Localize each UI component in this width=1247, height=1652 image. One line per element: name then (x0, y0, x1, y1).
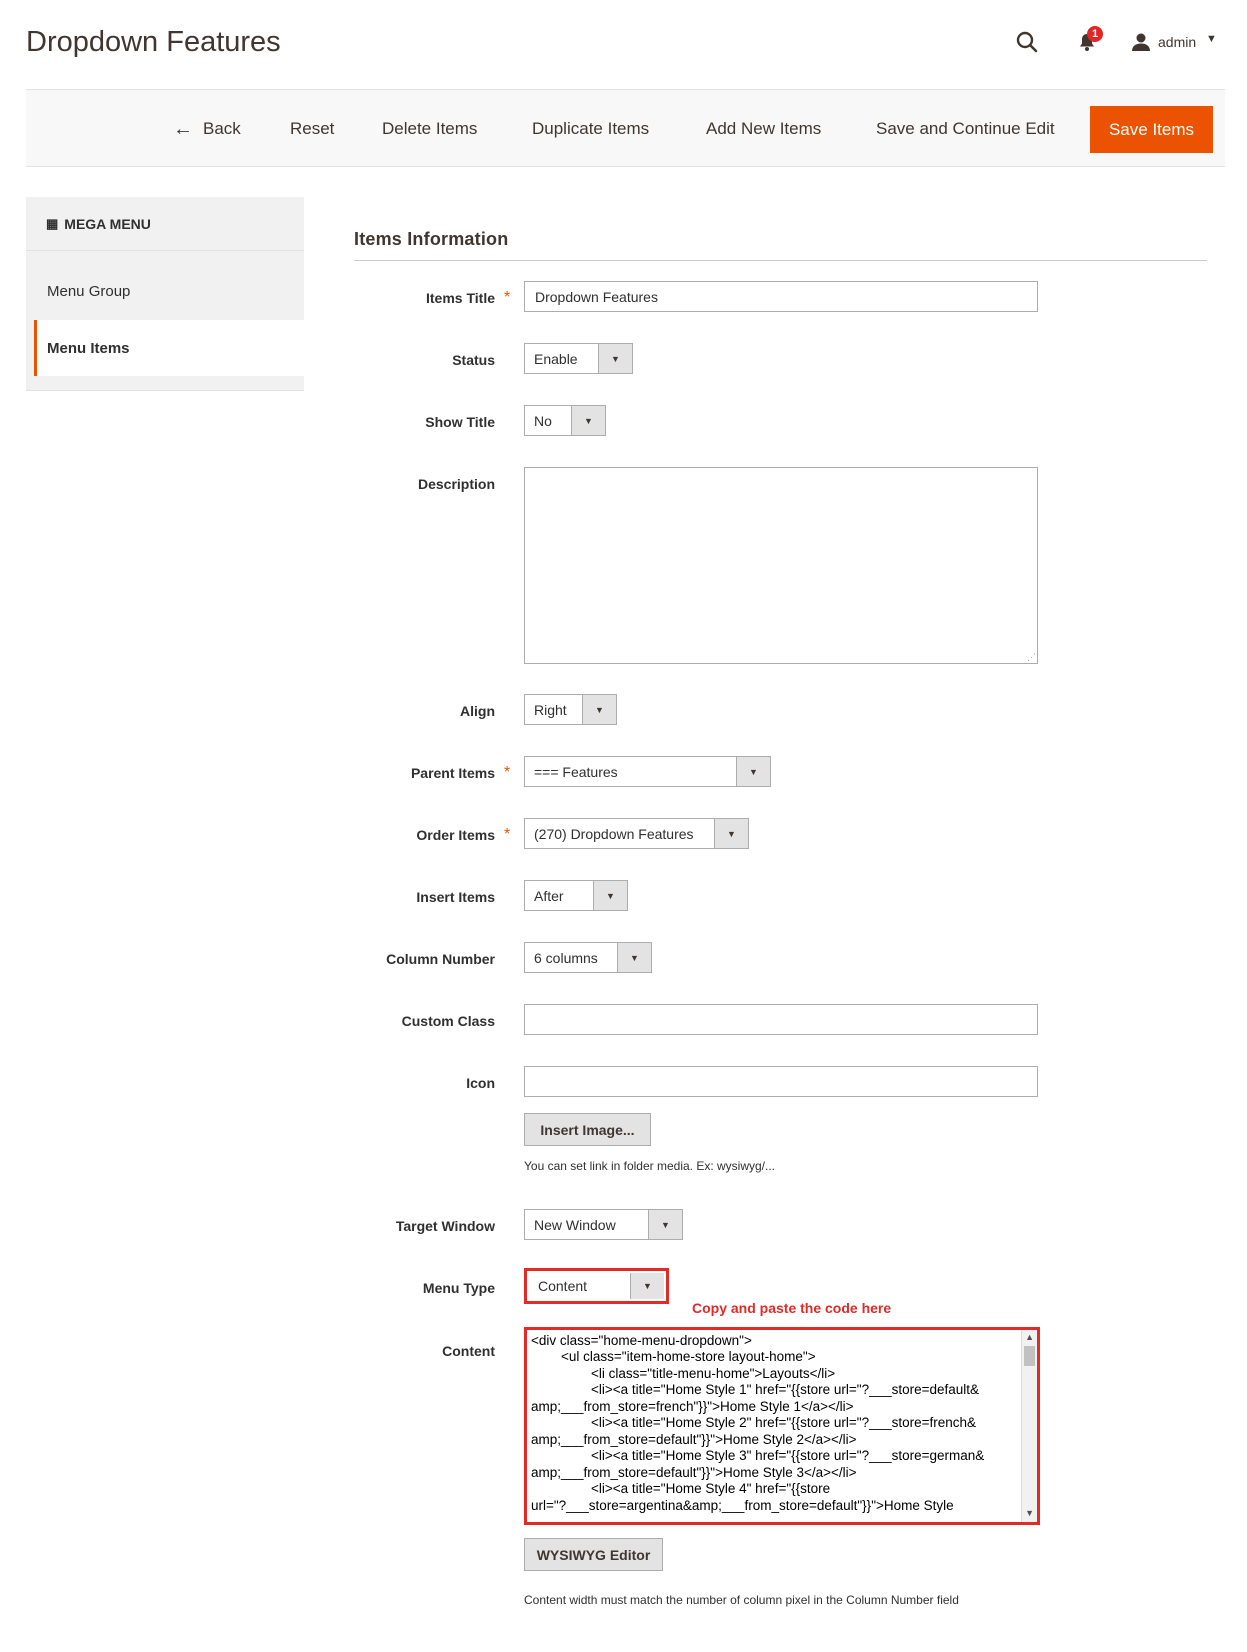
align-select[interactable] (524, 694, 617, 725)
items-title-input[interactable]: Dropdown Features (524, 281, 1038, 312)
show-title-label: Show Title (425, 414, 495, 430)
arrow-left-icon: ← (173, 117, 193, 140)
target-window-label: Target Window (395, 1218, 495, 1234)
sidebar-heading (26, 197, 304, 251)
chevron-down-icon: ▼ (714, 819, 748, 848)
code-line: <li><a title="Home Style 1" href="{{store url="?___store=default& (531, 1382, 980, 1397)
wysiwyg-editor-button[interactable]: WYSIWYG Editor (524, 1538, 663, 1571)
code-line: url="?___store=argentina&amp;___from_store=default"}}">Home Style (531, 1498, 954, 1513)
icon-input[interactable] (524, 1066, 1038, 1097)
order-items-select-value: (270) Dropdown Features (534, 825, 694, 842)
notification-bell-icon[interactable] (1075, 30, 1099, 54)
icon-help-note: You can set link in folder media. Ex: wysiwyg/... (524, 1159, 776, 1173)
custom-class-input[interactable] (524, 1004, 1038, 1035)
required-asterisk: * (504, 764, 511, 781)
page-title: Dropdown Features (26, 26, 281, 58)
sidebar-item-menu-items[interactable] (34, 320, 307, 376)
chevron-down-icon: ▼ (593, 881, 627, 910)
search-icon[interactable] (1015, 30, 1039, 54)
custom-class-label: Custom Class (401, 1013, 495, 1029)
menu-type-select-value: Content (538, 1278, 588, 1294)
parent-items-select-value: === Features (534, 763, 618, 780)
target-window-select-value: New Window (534, 1216, 616, 1233)
resize-handle-icon[interactable]: ⋰ (1027, 652, 1036, 662)
notification-count-badge: 1 (1087, 26, 1103, 42)
back-button-label: Back (203, 119, 241, 138)
content-scrollbar[interactable] (1021, 1330, 1037, 1522)
code-line: <li><a title="Home Style 2" href="{{store url="?___store=french& (531, 1415, 977, 1430)
add-new-items-button[interactable]: Add New Items (706, 119, 822, 138)
delete-items-button[interactable]: Delete Items (382, 119, 478, 138)
code-line: amp;___from_store=default"}}">Home Style 2</a></li> (531, 1432, 857, 1447)
scroll-up-icon[interactable]: ▲ (1025, 1332, 1034, 1342)
menu-type-label: Menu Type (422, 1280, 495, 1296)
insert-items-label: Insert Items (416, 889, 495, 905)
duplicate-items-button[interactable]: Duplicate Items (532, 119, 650, 138)
icon-label: Icon (466, 1075, 495, 1091)
chevron-down-icon: ▼ (630, 1273, 664, 1299)
chevron-down-icon: ▼ (617, 943, 651, 972)
code-line: <div class="home-menu-dropdown"> (531, 1333, 752, 1348)
code-line: <li class="title-menu-home">Layouts</li> (531, 1366, 836, 1381)
code-line: amp;___from_store=default"}}">Home Style 3</a></li> (531, 1465, 857, 1480)
qr-grid-icon: ▦ (46, 215, 59, 231)
parent-items-label: Parent Items (410, 765, 495, 781)
column-number-label: Column Number (386, 951, 495, 967)
required-asterisk: * (504, 289, 511, 306)
scroll-down-icon[interactable]: ▼ (1025, 1508, 1034, 1518)
insert-image-button[interactable]: Insert Image... (524, 1113, 651, 1146)
column-number-select-value: 6 columns (534, 949, 598, 966)
description-label: Description (417, 476, 495, 492)
content-help-note: Content width must match the number of column pixel in the Column Number field (524, 1593, 959, 1607)
code-line: <li><a title="Home Style 4" href="{{store (531, 1481, 831, 1496)
insert-items-select[interactable] (524, 880, 628, 911)
user-name[interactable]: admin (1158, 34, 1197, 50)
column-number-select[interactable] (524, 942, 652, 973)
chevron-down-icon: ▼ (648, 1210, 682, 1239)
sidebar-heading-label: MEGA MENU (64, 215, 151, 232)
chevron-down-icon: ▼ (582, 695, 616, 724)
target-window-select[interactable] (524, 1209, 683, 1240)
order-items-label: Order Items (416, 827, 495, 843)
code-line: amp;___from_store=french"}}">Home Style 1</a></li> (531, 1399, 854, 1414)
show-title-select[interactable] (524, 405, 606, 436)
align-select-value: Right (534, 701, 567, 718)
parent-items-select[interactable] (524, 756, 771, 787)
paste-code-annotation: Copy and paste the code here (692, 1300, 892, 1316)
content-textarea[interactable] (524, 1327, 1040, 1525)
insert-items-select-value: After (534, 887, 564, 904)
chevron-down-icon: ▼ (571, 406, 605, 435)
status-label: Status (452, 352, 495, 368)
required-asterisk: * (504, 826, 511, 843)
sidebar-item-label: Menu Group (47, 282, 131, 300)
section-title: Items Information (354, 229, 509, 249)
chevron-down-icon[interactable]: ▼ (1206, 33, 1217, 45)
sidebar-item-menu-group[interactable] (26, 263, 304, 319)
status-select[interactable] (524, 343, 633, 374)
section-divider (354, 260, 1207, 261)
description-textarea[interactable] (524, 467, 1038, 664)
back-button[interactable] (173, 106, 241, 152)
show-title-select-value: No (534, 412, 552, 429)
items-title-label: Items Title (426, 290, 495, 306)
content-label: Content (442, 1343, 495, 1359)
save-items-button[interactable]: Save Items (1090, 106, 1213, 153)
user-icon[interactable] (1129, 30, 1153, 54)
chevron-down-icon: ▼ (736, 757, 770, 786)
order-items-select[interactable] (524, 818, 749, 849)
chevron-down-icon: ▼ (598, 344, 632, 373)
code-line: <ul class="item-home-store layout-home"> (531, 1349, 816, 1364)
align-label: Align (460, 703, 495, 719)
save-and-continue-button[interactable]: Save and Continue Edit (876, 119, 1055, 138)
menu-type-select[interactable] (524, 1268, 669, 1304)
reset-button[interactable]: Reset (290, 119, 335, 138)
sidebar-item-label: Menu Items (47, 339, 130, 357)
status-select-value: Enable (534, 350, 578, 367)
code-line: <li><a title="Home Style 3" href="{{store url="?___store=german& (531, 1448, 985, 1463)
scrollbar-thumb[interactable] (1024, 1346, 1035, 1366)
